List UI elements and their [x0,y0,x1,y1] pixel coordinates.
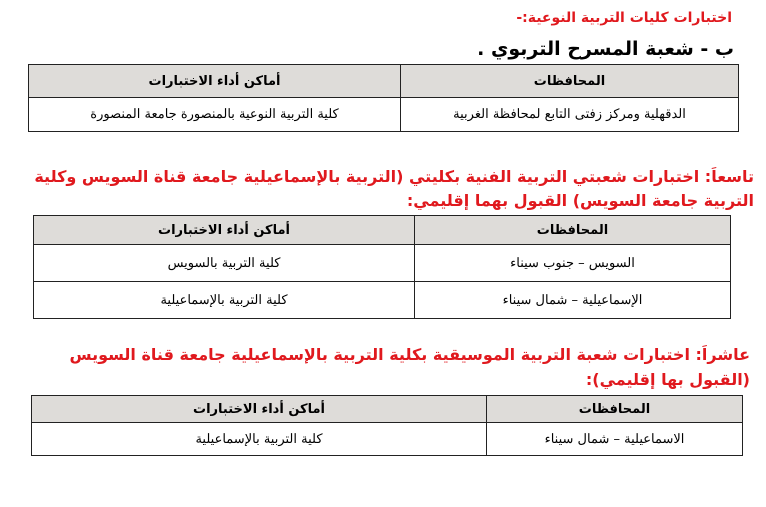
section-10-title-line2: (القبول بها إقليمي): [585,370,750,389]
section-10-table [31,395,743,456]
header-exam-places: أماكن أداء الاختبارات [29,65,401,98]
table-row [32,423,743,456]
cell-governorates: الاسماعيلية – شمال سيناء [487,423,743,456]
section-a-subtitle: ب - شعبة المسرح التربوي . [477,38,734,60]
cell-exam-places: كلية التربية بالإسماعيلية [32,423,487,456]
cell-exam-places: كلية التربية النوعية بالمنصورة جامعة المنصورة [29,98,401,132]
section-9-table [33,215,731,319]
table-header-row [34,216,731,245]
header-governorates: المحافظات [401,65,739,98]
table-row [34,282,731,319]
header-exam-places: أماكن أداء الاختبارات [32,396,487,423]
table-header-row [29,65,739,98]
section-a-title: اختبارات كليات التربية النوعية:- [516,10,732,26]
cell-governorates: الإسماعيلية – شمال سيناء [415,282,731,319]
cell-governorates: الدقهلية ومركز زفتى التابع لمحافظة الغربية [401,98,739,132]
cell-exam-places: كلية التربية بالإسماعيلية [34,282,415,319]
section-9-title-line2: التربية جامعة السويس) القبول بهما إقليمي: [406,191,754,210]
section-10-title-line1: عاشراَ: اختبارات شعبة التربية الموسيقية بكلية التربية بالإسماعيلية جامعة قناة السويس [69,345,750,364]
cell-exam-places: كلية التربية بالسويس [34,245,415,282]
header-exam-places: أماكن أداء الاختبارات [34,216,415,245]
section-a-table [28,64,739,132]
cell-governorates: السويس – جنوب سيناء [415,245,731,282]
table-row [34,245,731,282]
section-9-title-line1: تاسعاَ: اختبارات شعبتي التربية الفنية بكليتي (التربية بالإسماعيلية جامعة قناة السويس وكلية [34,167,754,186]
header-governorates: المحافظات [415,216,731,245]
header-governorates: المحافظات [487,396,743,423]
table-header-row [32,396,743,423]
table-row [29,98,739,132]
